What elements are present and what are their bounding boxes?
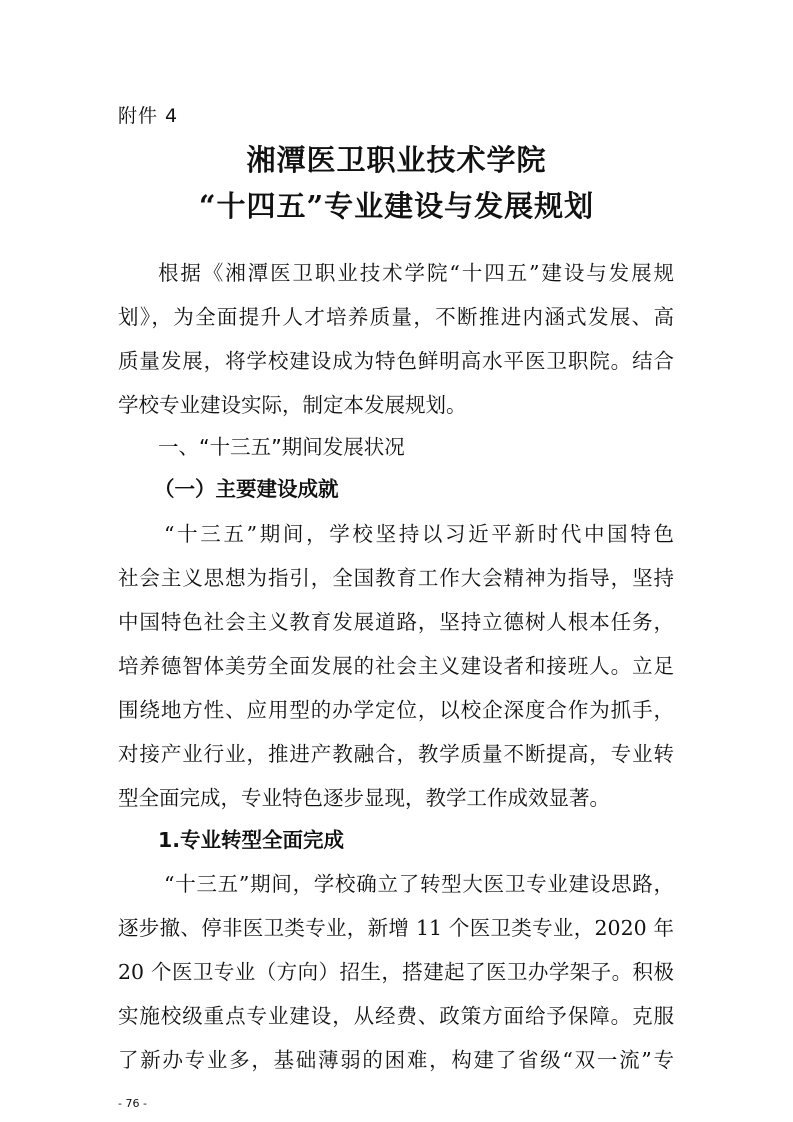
- achievement-line: 社会主义思想为指引，全国教育工作大会精神为指导，坚持: [118, 566, 674, 590]
- item-line: “十三五”期间，学校确立了转型大医卫专业建设思路，: [164, 872, 674, 896]
- item-line: 20 个医卫专业（方向）招生，搭建起了医卫办学架子。积极: [118, 960, 674, 984]
- achievement-line: 培养德智体美劳全面发展的社会主义建设者和接班人。立足: [118, 654, 674, 678]
- page-number: - 76 -: [118, 1097, 147, 1110]
- attachment-label: 附件 4: [118, 105, 179, 127]
- item-line: 逐步撤、停非医卫类专业，新增 11 个医卫类专业，2020 年: [118, 916, 674, 940]
- document-title-line-2: “十四五”专业建设与发展规划: [198, 189, 595, 223]
- item-heading: 1.专业转型全面完成: [158, 828, 345, 852]
- achievement-line: 中国特色社会主义教育发展道路，坚持立德树人根本任务，: [118, 610, 674, 634]
- intro-line: 学校专业建设实际，制定本发展规划。: [118, 393, 467, 417]
- achievement-line: 围绕地方性、应用型的办学定位，以校企深度合作为抓手，: [118, 698, 674, 722]
- achievement-line: 型全面完成，专业特色逐步显现，教学工作成效显著。: [118, 786, 610, 810]
- achievement-line: “十三五”期间，学校坚持以习近平新时代中国特色: [164, 522, 674, 546]
- item-line: 了新办专业多，基础薄弱的困难，构建了省级“双一流”专: [118, 1048, 674, 1072]
- intro-line: 质量发展，将学校建设成为特色鲜明高水平医卫职院。结合: [118, 349, 674, 373]
- subsection-heading: （一）主要建设成就: [154, 477, 339, 501]
- document-title-line-1: 湘潭医卫职业技术学院: [246, 143, 547, 177]
- achievement-line: 对接产业行业，推进产教融合，教学质量不断提高，专业转: [118, 742, 674, 766]
- item-line: 实施校级重点专业建设，从经费、政策方面给予保障。克服: [118, 1004, 674, 1028]
- section-heading: 一、“十三五”期间发展状况: [158, 435, 405, 459]
- intro-line: 划》，为全面提升人才培养质量，不断推进内涵式发展、高: [118, 305, 674, 329]
- intro-line: 根据《湘潭医卫职业技术学院“十四五”建设与发展规: [158, 261, 674, 285]
